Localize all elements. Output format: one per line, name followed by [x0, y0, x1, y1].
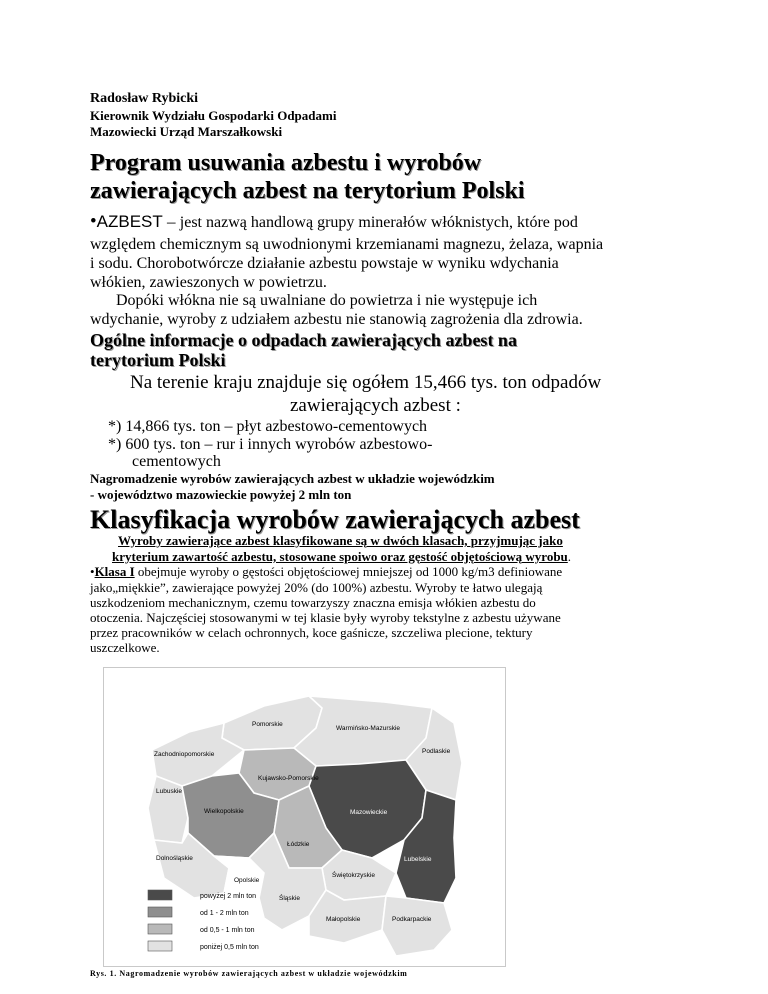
accumulation-line-1: Nagromadzenie wyrobów zawierających azbest w układzie wojewódzkim [90, 471, 495, 486]
intro-line-2: względem chemicznym są uwodnionymi krzemianami magnezu, żelaza, wapnia [90, 236, 604, 253]
label-zachodniopomorskie: Zachodniopomorskie [154, 751, 215, 758]
class-1-label: Klasa I [94, 564, 135, 579]
legend-swatch [148, 907, 172, 917]
intro-lead: AZBEST [96, 212, 163, 231]
author-office: Mazowiecki Urząd Marszałkowski [90, 124, 283, 139]
page-title-line-2: zawierających azbest na terytorium Polski [90, 178, 525, 204]
label-malopolskie: Małopolskie [326, 916, 361, 923]
intro-line-1-rest: jest nazwą handlową grupy minerałów włóknistych, które pod [179, 214, 578, 231]
intro-line-3: i sodu. Chorobotwórcze działanie azbestu powstaje w wyniku wdychania [90, 255, 559, 272]
figure-caption: Rys. 1. Nagromadzenie wyrobów zawierających azbest w układzie wojewódzkim [90, 969, 408, 978]
class-1-line-2: jako„miękkie”, zawierające powyżej 20% (do 100%) azbestu. Wyroby te łatwo ulegają [90, 580, 543, 595]
legend-label: od 1 - 2 mln ton [200, 910, 249, 917]
label-opolskie: Opolskie [234, 877, 260, 884]
intro-dash: – [162, 212, 180, 231]
general-total-line-1: Na terenie kraju znajduje się ogółem 15,466 tys. ton odpadów [130, 372, 602, 393]
intro-line-4: włókien, zawieszonych w powietrzu. [90, 274, 327, 291]
label-lodzkie: Łódzkie [287, 841, 310, 848]
page-title-line-1: Program usuwania azbestu i wyrobów [90, 150, 482, 176]
label-pomorskie: Pomorskie [252, 721, 283, 728]
classification-lead-2 [112, 549, 571, 565]
class-1-line-5: przez pracowników w celach ochronnych, koce gaśnicze, szczeliwa plecione, tektury [90, 625, 533, 640]
legend-label: powyżej 2 mln ton [200, 893, 257, 900]
classification-lead-2-end: . [567, 549, 572, 564]
general-heading-line-2: terytorium Polski [90, 350, 226, 370]
legend-label: od 0,5 - 1 mln ton [200, 927, 255, 934]
poland-voivodeship-map [104, 668, 505, 966]
label-swietokrzyskie: Świętokrzyskie [332, 872, 375, 879]
legend-swatch [148, 890, 172, 900]
class-1-line-1 [90, 564, 562, 580]
region-podkarpackie [382, 896, 452, 956]
label-kujawsko-pomorskie: Kujawsko-Pomorskie [258, 775, 319, 782]
author-position: Kierownik Wydziału Gospodarki Odpadami [90, 108, 337, 123]
intro-line-5: Dopóki włókna nie są uwalniane do powietrza i nie występuje ich [116, 292, 538, 309]
map-legend [148, 890, 259, 951]
label-podlaskie: Podlaskie [422, 748, 451, 755]
general-item-1: *) 14,866 tys. ton – płyt azbestowo-cementowych [108, 418, 428, 435]
legend-label: poniżej 0,5 mln ton [200, 944, 259, 951]
label-mazowieckie: Mazowieckie [350, 809, 388, 816]
intro-bullet: • [90, 211, 97, 232]
label-wielkopolskie: Wielkopolskie [204, 808, 244, 815]
label-podkarpackie: Podkarpackie [392, 916, 432, 923]
class-1-line-4: otoczenia. Najczęściej stosowanymi w tej klasie były wyroby tekstylne z azbestu używane [90, 610, 561, 625]
author-name: Radosław Rybicki [90, 91, 199, 106]
class-1-line-1-text: obejmuje wyroby o gęstości objętościowej mniejszej od 1000 kg/m3 definiowane [134, 564, 563, 579]
class-1-line-3: uszkodzeniom mechanicznym, czemu towarzyszy znaczna emisja włókien azbestu do [90, 595, 536, 610]
general-item-2a: *) 600 tys. ton – rur i innych wyrobów azbestowo- [108, 436, 433, 453]
accumulation-line-2: - województwo mazowieckie powyżej 2 mln ton [90, 487, 352, 502]
classification-lead-1: Wyroby zawierające azbest klasyfikowane są w dwóch klasach, przyjmując jako [118, 533, 563, 548]
label-slaskie: Śląskie [279, 895, 300, 902]
label-lubuskie: Lubuskie [156, 788, 183, 795]
classification-heading: Klasyfikacja wyrobów zawierających azbest [90, 505, 580, 534]
intro-line-1 [90, 211, 578, 233]
class-1-bullet: • [90, 564, 95, 579]
label-dolnoslaskie: Dolnośląskie [156, 855, 193, 862]
asbestos-map-figure [103, 667, 506, 967]
intro-line-6: wdychanie, wyroby z udziałem azbestu nie stanowią zagrożenia dla zdrowia. [90, 311, 583, 328]
general-total-line-2: zawierających azbest : [290, 395, 461, 416]
label-lubelskie: Lubelskie [404, 856, 432, 863]
legend-swatch [148, 941, 172, 951]
legend-swatch [148, 924, 172, 934]
general-item-2b: cementowych [132, 453, 221, 470]
classification-lead-2-text: kryterium zawartość azbestu, stosowane spoiwo oraz gęstość objętościową wyrobu [112, 549, 568, 564]
class-1-line-6: uszczelkowe. [90, 640, 160, 655]
label-warminsko-mazurskie: Warmińsko-Mazurskie [336, 725, 401, 732]
general-heading-line-1: Ogólne informacje o odpadach zawierających azbest na [90, 330, 517, 350]
